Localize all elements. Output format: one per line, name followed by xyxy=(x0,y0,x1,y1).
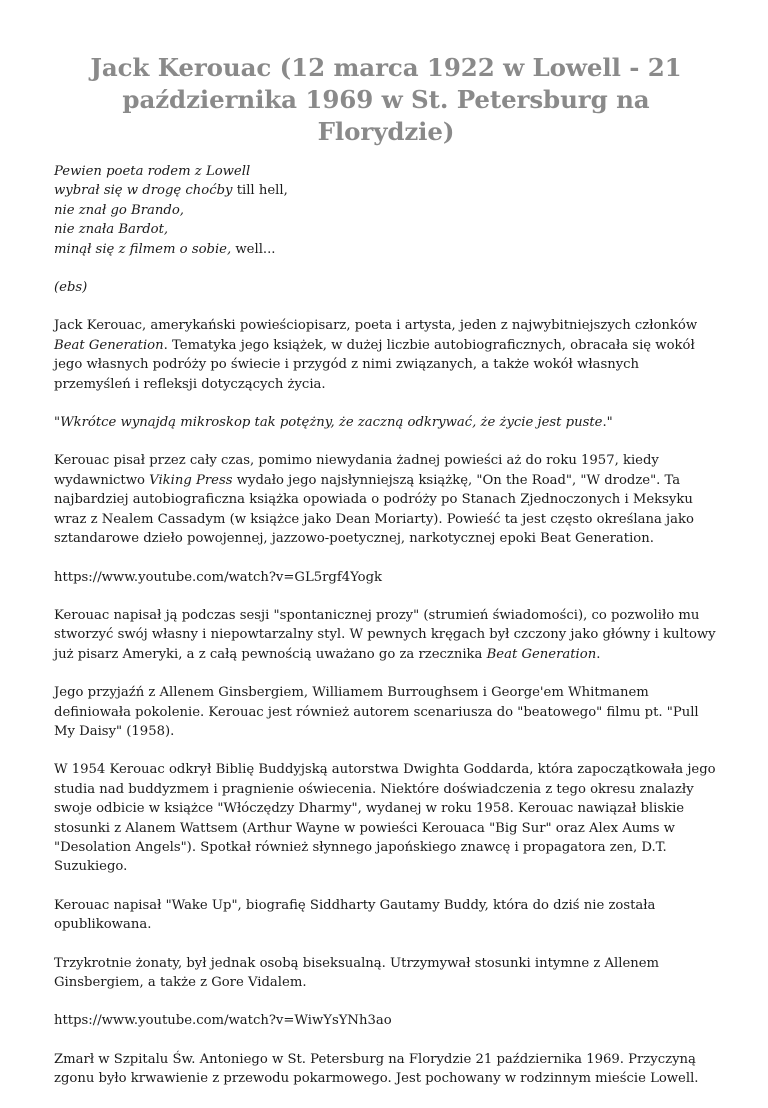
paragraph-buddhism: W 1954 Kerouac odkrył Biblię Buddyjską autorstwa Dwighta Goddarda, która zapoczątkowała jego studia nad buddyzmem i pragnienie oświecenia. Niektóre doświadczenia z tego okresu znalazły swoje odbicie w książce "Włóczędzy Dharmy", wydanej w roku 1958. Kerouac nawiązał bliskie stosunki z Alanem Wattsem (Arthur Wayne w powieści Kerouaca "Big Sur" oraz Alex Aums w "Desolation Angels"). Spotkał również słynnego japońskiego znawcę i propagatora zen, D.T. Suzukiego. xyxy=(54,762,716,875)
page-title: Jack Kerouac (12 marca 1922 w Lowell - 21 października 1969 w St. Petersburg na Florydzie) xyxy=(90,53,682,146)
poem xyxy=(54,162,718,259)
poem-line-5-rest: well... xyxy=(231,241,276,257)
poem-line-1: Pewien poeta rodem z Lowell xyxy=(54,164,251,179)
poem-line-2-rest: till hell, xyxy=(232,183,288,199)
poem-line-2 xyxy=(54,181,718,200)
paragraph-on-the-road-a: Kerouac pisał przez cały czas, pomimo niewydania żadnej powieści aż do roku 1957, kiedy wydawnictwo xyxy=(54,453,659,488)
quote-close: ." xyxy=(602,415,613,431)
paragraph-on-the-road-c: wydało jego najsłynniejszą książkę, "On the Road", "W drodze". Ta najbardziej autobiograficzna książka opowiada o podróży po Stanach Zjednoczonych i Meksyku wraz z Nealem Cassadym (w książce jako Dean Moriarty). Powieść ta jest często określana jako sztandarowe dzieło powojennej, jazzowo-poetycznej, narkotycznej epoki Beat Generation. xyxy=(54,472,694,547)
poem-line-3: nie znał go Brando, xyxy=(54,202,184,218)
youtube-link-1[interactable] xyxy=(54,568,718,587)
youtube-link-1-text[interactable]: https://www.youtube.com/watch?v=GL5rgf4Yogk xyxy=(54,569,383,585)
document-page xyxy=(54,52,718,1108)
quote-text: Wkrótce wynajdą mikroskop tak potężny, że zaczną odkrywać, że życie jest puste xyxy=(60,415,603,431)
paragraph-intro-a: Jack Kerouac, amerykański powieściopisarz, poeta i artysta, jeden z najwybitniejszych członków xyxy=(54,318,698,334)
paragraph-intro xyxy=(54,316,718,394)
paragraph-spontaneous-prose-c: . xyxy=(596,646,601,662)
paragraph-spontaneous-prose-a: Kerouac napisał ją podczas sesji "spontanicznej prozy" (strumień świadomości), co pozwoliło mu stworzyć swój własny i niepowtarzalny styl. W pewnych kręgach był czczony jako główny i kultowy już pisarz Ameryki, a z całą pewnością uważano go za rzecznika xyxy=(54,607,716,662)
paragraph-intro-c: . Tematyka jego książek, w dużej liczbie autobiograficznych, obracała się wokół jego własnych podróży po świecie i przygód z nimi związanych, a także wokół własnych przemyśleń i refleksji dotyczących życia. xyxy=(54,337,695,392)
paragraph-on-the-road xyxy=(54,451,718,548)
quote-open: " xyxy=(54,415,61,431)
paragraph-friendships: Jego przyjaźń z Allenem Ginsbergiem, Williamem Burroughsem i George'em Whitmanem definiowała pokolenie. Kerouac jest również autorem scenariusza do "beatowego" filmu pt. "Pull My Daisy" (1958). xyxy=(54,685,699,739)
paragraph-spontaneous-prose xyxy=(54,606,718,664)
youtube-link-2[interactable] xyxy=(54,1011,718,1030)
paragraph-spontaneous-prose-italic: Beat Generation xyxy=(486,646,597,662)
paragraph-death: Zmarł w Szpitalu Św. Antoniego w St. Petersburg na Florydzie 21 października 1969. Przyczyną zgonu było krwawienie z przewodu pokarmowego. Jest pochowany w rodzinnym mieście Lowell. xyxy=(54,1051,699,1087)
paragraph-on-the-road-italic: Viking Press xyxy=(149,472,233,488)
signature: (ebs) xyxy=(54,280,88,296)
poem-line-5-italic: minął się z filmem o sobie, xyxy=(54,241,232,257)
paragraph-intro-italic: Beat Generation xyxy=(54,337,164,353)
poem-line-4: nie znała Bardot, xyxy=(54,222,169,238)
poem-line-2-italic: wybrał się w drogę choćby xyxy=(54,183,233,199)
paragraph-wake-up: Kerouac napisał "Wake Up", biografię Siddharty Gautamy Buddy, która do dziś nie została opublikowana. xyxy=(54,897,656,933)
youtube-link-2-text[interactable]: https://www.youtube.com/watch?v=WiwYsYNh3ao xyxy=(54,1013,392,1029)
quote xyxy=(54,413,718,432)
poem-line-5 xyxy=(54,240,718,259)
paragraph-personal-life: Trzykrotnie żonaty, był jednak osobą biseksualną. Utrzymywał stosunki intymne z Allenem Ginsbergiem, a także z Gore Vidalem. xyxy=(54,955,660,990)
